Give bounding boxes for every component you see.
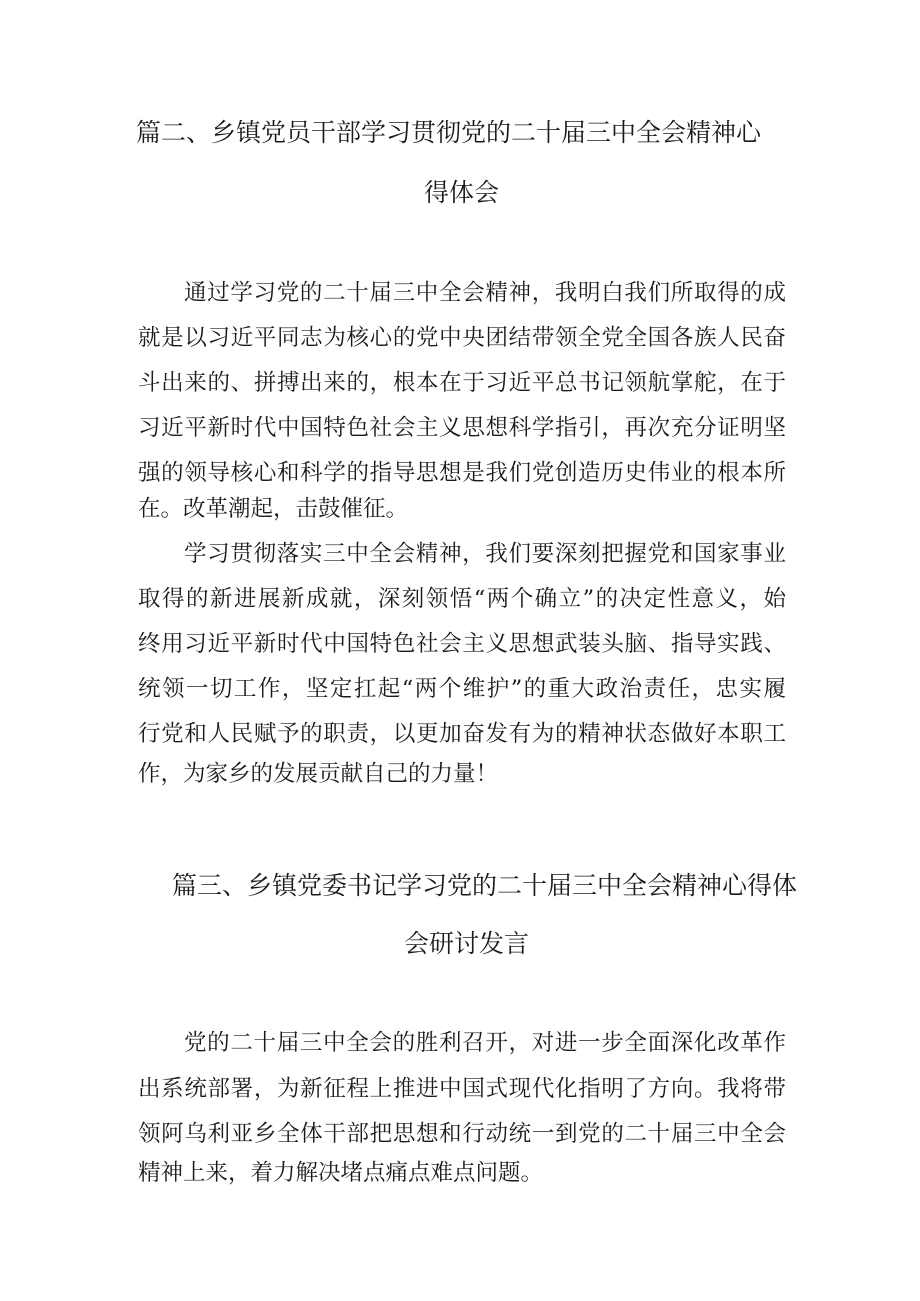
paragraph-line: 斗出来的、拼搏出来的，根本在于习近平总书记领航掌舵，在于 [138, 370, 786, 396]
paragraph-line: 精神上来，着力解决堵点痛点难点问题。 [138, 1160, 544, 1186]
section2-title-line1: 篇二、乡镇党员干部学习贯彻党的二十届三中全会精神心 [136, 118, 762, 147]
section3-title-line1: 篇三、乡镇党委书记学习党的二十届三中全会精神心得体 [172, 871, 798, 900]
paragraph-line: 统领一切工作，坚定扛起“两个维护”的重大政治责任，忠实履 [138, 676, 786, 702]
paragraph-line: 在。改革潮起，击鼓催征。 [138, 496, 409, 522]
paragraph-line: 终用习近平新时代中国特色社会主义思想武装头脑、指导实践、 [138, 631, 786, 657]
paragraph-line: 学习贯彻落实三中全会精神，我们要深刻把握党和国家事业 [184, 541, 786, 567]
paragraph-line: 作，为家乡的发展贡献自己的力量！ [138, 761, 499, 787]
paragraph-line: 出系统部署，为新征程上推进中国式现代化指明了方向。我将带 [138, 1076, 786, 1102]
paragraph-line: 党的二十届三中全会的胜利召开，对进一步全面深化改革作 [184, 1030, 786, 1056]
paragraph-line: 就是以习近平同志为核心的党中央团结带领全党全国各族人民奋 [138, 325, 786, 351]
paragraph-line: 领阿乌利亚乡全体干部把思想和行动统一到党的二十届三中全会 [138, 1121, 786, 1147]
paragraph-line: 行党和人民赋予的职责，以更加奋发有为的精神状态做好本职工 [138, 721, 786, 747]
paragraph-line: 通过学习党的二十届三中全会精神，我明白我们所取得的成 [184, 280, 786, 306]
paragraph-line: 取得的新进展新成就，深刻领悟“两个确立”的决定性意义，始 [138, 586, 786, 612]
section2-title-line2: 得体会 [424, 178, 500, 207]
section3-title-line2: 会研讨发言 [404, 929, 530, 958]
paragraph-line: 习近平新时代中国特色社会主义思想科学指引，再次充分证明坚 [138, 415, 786, 441]
paragraph-line: 强的领导核心和科学的指导思想是我们党创造历史伟业的根本所 [138, 460, 786, 486]
